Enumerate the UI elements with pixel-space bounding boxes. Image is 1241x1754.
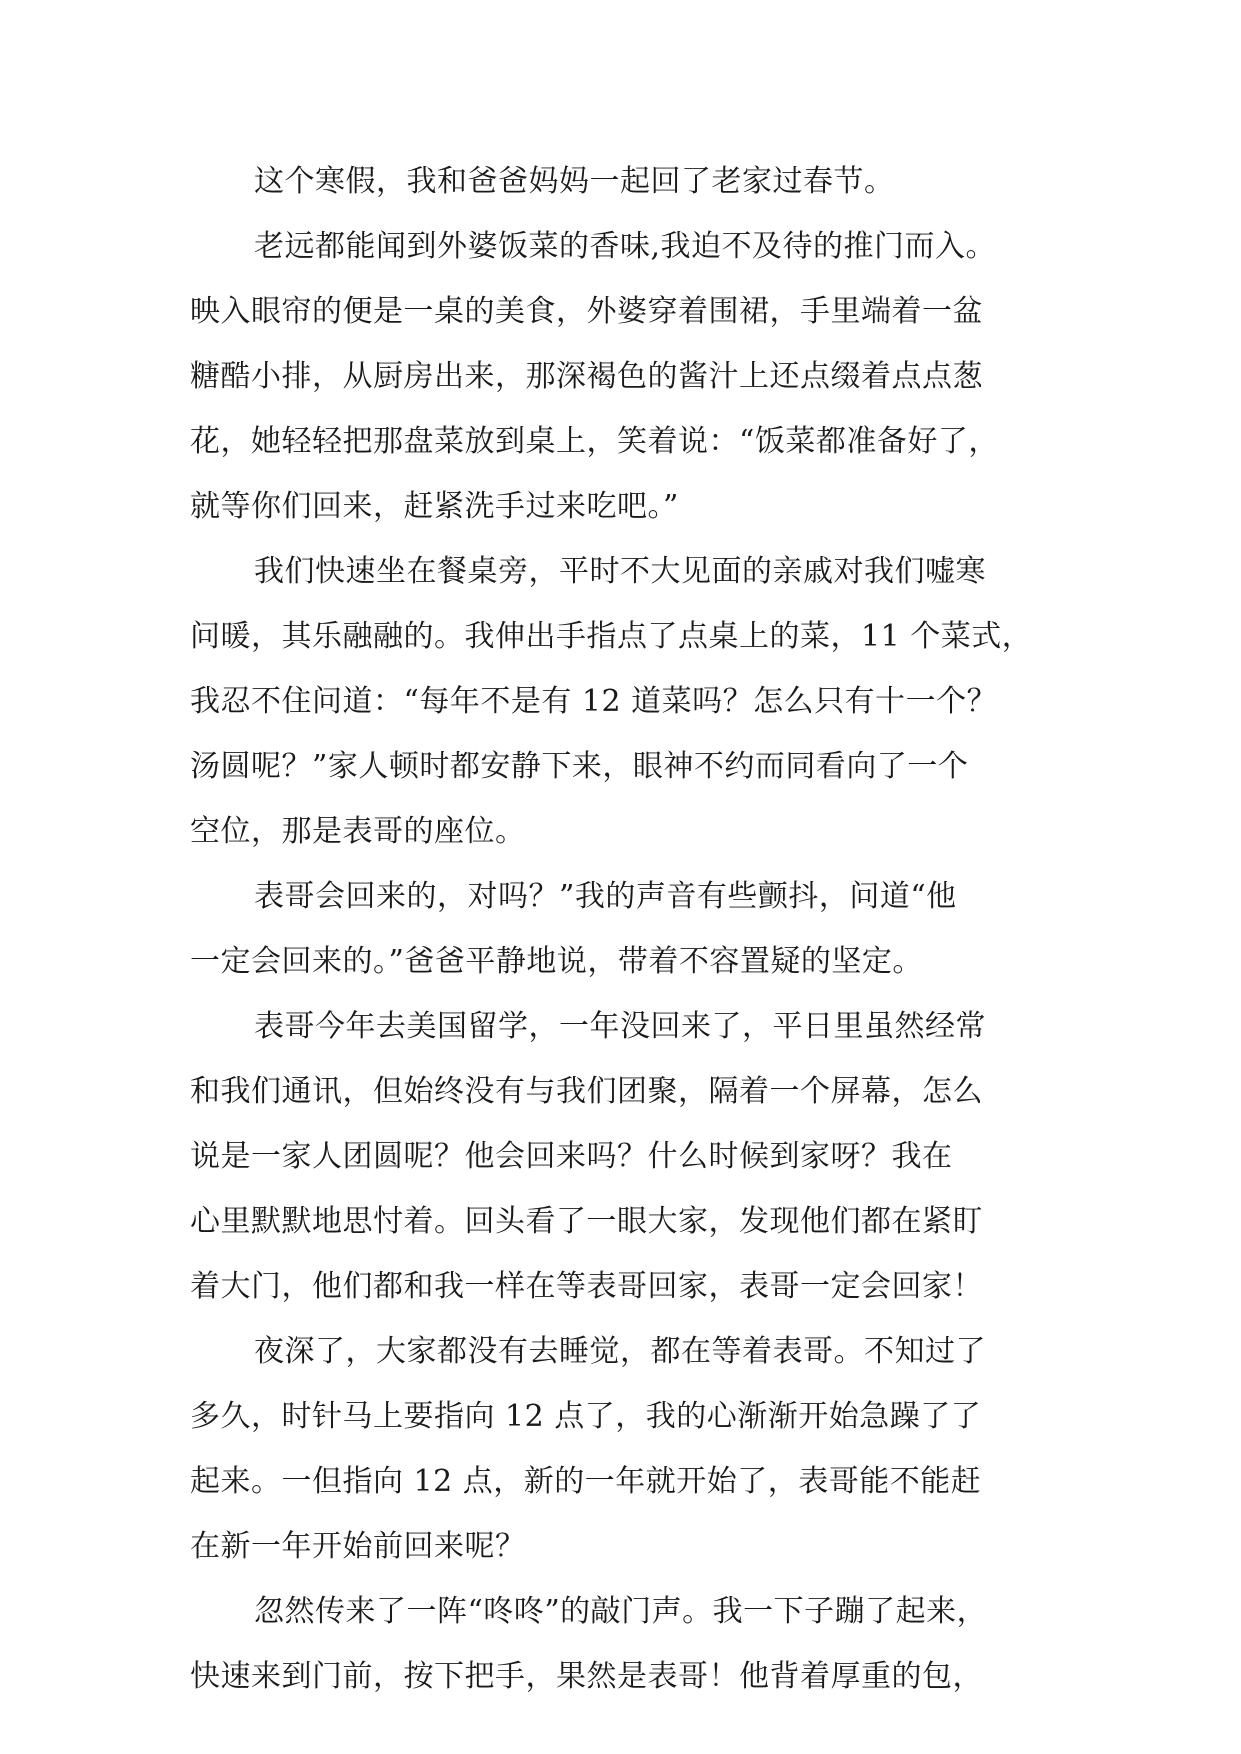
- text-line: 我忍不住问道：“每年不是有 12 道菜吗？怎么只有十一个？: [190, 684, 998, 719]
- text-line: 着大门，他们都和我一样在等表哥回家，表哥一定会回家！: [190, 1269, 983, 1304]
- text-line: 问暖，其乐融融的。我伸出手指点了点桌上的菜，11 个菜式，: [190, 619, 1033, 654]
- text-line: 汤圆呢？”家人顿时都安静下来，眼神不约而同看向了一个: [190, 749, 969, 784]
- text-line: 空位，那是表哥的座位。: [190, 814, 526, 849]
- essay-text: [190, 162, 1090, 1722]
- text-line: 起来。一但指向 12 点，新的一年就开始了，表哥能不能赶: [190, 1464, 982, 1499]
- text-line: 在新一年开始前回来呢？: [190, 1529, 526, 1564]
- text-line: 忽然传来了一阵“咚咚”的敲门声。我一下子蹦了起来，: [254, 1594, 988, 1629]
- text-line: 一定会回来的。”爸爸平静地说，带着不容置疑的坚定。: [190, 944, 923, 979]
- text-line: 花，她轻轻把那盘菜放到桌上，笑着说：“饭菜都准备好了，: [190, 424, 999, 459]
- text-line: 表哥会回来的，对吗？”我的声音有些颤抖，问道“他: [254, 879, 957, 914]
- text-line: 映入眼帘的便是一桌的美食，外婆穿着围裙，手里端着一盆: [190, 294, 983, 329]
- text-line: 夜深了，大家都没有去睡觉，都在等着表哥。不知过了: [254, 1334, 986, 1369]
- text-line: 说是一家人团圆呢？他会回来吗？什么时候到家呀？我在: [190, 1139, 953, 1174]
- text-line: 老远都能闻到外婆饭菜的香味,我迫不及待的推门而入。: [254, 229, 997, 264]
- text-line: 快速来到门前，按下把手，果然是表哥！他背着厚重的包，: [190, 1659, 983, 1694]
- text-line: 心里默默地思忖着。回头看了一眼大家，发现他们都在紧盯: [190, 1204, 983, 1239]
- text-line: 表哥今年去美国留学，一年没回来了，平日里虽然经常: [254, 1009, 986, 1044]
- text-line: 我们快速坐在餐桌旁，平时不大见面的亲戚对我们嘘寒: [254, 554, 986, 589]
- text-line: 就等你们回来，赶紧洗手过来吃吧。”: [190, 489, 679, 524]
- text-line: 和我们通讯，但始终没有与我们团聚，隔着一个屏幕，怎么: [190, 1074, 983, 1109]
- text-line: 糖酷小排，从厨房出来，那深褐色的酱汁上还点缀着点点葱: [190, 359, 983, 394]
- text-line: 这个寒假，我和爸爸妈妈一起回了老家过春节。: [254, 164, 895, 199]
- text-line: 多久，时针马上要指向 12 点了，我的心渐渐开始急躁了了: [190, 1399, 982, 1434]
